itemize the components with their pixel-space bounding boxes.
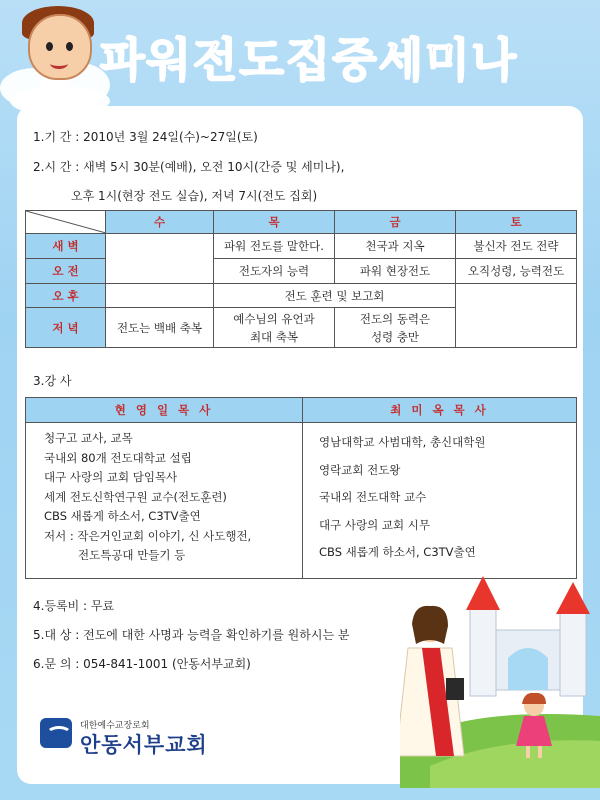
schedule-table <box>25 210 577 348</box>
day-thu: 목 <box>214 211 335 234</box>
schedule-row-dawn <box>26 234 577 259</box>
lecturer-item: 영남대학교 사범대학, 총신대학원 <box>319 435 486 449</box>
bible <box>446 678 464 700</box>
fri-evening-line1: 전도의 동력은 <box>359 311 431 326</box>
thu-fri-afternoon: 전도 훈련 및 보고회 <box>214 284 456 308</box>
fri-dawn: 천국과 지옥 <box>335 234 456 259</box>
church-denomination: 대한예수교장로회 <box>80 721 150 731</box>
lecturer-item: 청구고 교사, 교목 <box>44 431 133 445</box>
page-title <box>100 24 590 94</box>
castle-illustration <box>400 566 600 788</box>
title-char: 나 <box>471 33 518 87</box>
thu-evening-line1: 예수님의 유언과 <box>233 311 315 326</box>
schedule-row-afternoon <box>26 284 577 308</box>
lecturer-right-name: 최 미 옥 목 사 <box>303 398 577 423</box>
fri-morning: 파워 현장전도 <box>335 259 456 284</box>
lecturer-item: CBS 새롭게 하소서, C3TV출연 <box>319 545 476 559</box>
lecturer-item: CBS 새롭게 하소서, C3TV출연 <box>44 509 201 523</box>
title-char: 파 <box>100 33 147 87</box>
day-sat: 토 <box>456 211 577 234</box>
row-label-morning: 오 전 <box>26 259 106 284</box>
church-logo-icon <box>40 718 72 748</box>
day-wed: 수 <box>106 211 214 234</box>
lecturer-left-name: 현 영 일 목 사 <box>26 398 303 423</box>
lecturer-item: 국내외 전도대학 교수 <box>319 490 427 504</box>
fri-evening <box>335 308 456 348</box>
title-char: 집 <box>285 33 333 87</box>
lecturer-header-row <box>26 398 577 423</box>
girl-hair <box>522 693 546 704</box>
wed-evening: 전도는 백배 축복 <box>106 308 214 348</box>
diagonal-line <box>26 211 106 233</box>
thu-evening <box>214 308 335 348</box>
header <box>0 0 600 110</box>
lecturer-right-body <box>303 423 577 579</box>
lecturer-body-row <box>26 423 577 579</box>
title-char: 전 <box>192 33 240 87</box>
lecturer-table <box>25 397 577 579</box>
lecturers-heading: 3.강 사 <box>33 374 72 388</box>
thu-dawn: 파워 전도를 말한다. <box>214 234 335 259</box>
info-period: 1.기 간 : 2010년 3월 24일(수)~27일(토) <box>33 130 258 144</box>
jesus-hair <box>412 606 448 644</box>
girl-leg <box>526 746 530 758</box>
lecturer-item: 대구 사랑의 교회 담임목사 <box>44 470 178 484</box>
lecturer-item: 전도특공대 만들기 등 <box>78 548 186 562</box>
lecturer-item: 대구 사랑의 교회 시무 <box>319 517 430 532</box>
title-char: 워 <box>146 33 193 87</box>
wed-dawn-morning-empty <box>106 234 214 284</box>
church-name: 안동서부교회 <box>80 733 208 757</box>
fri-evening-line2: 성령 충만 <box>370 329 420 344</box>
lecturer-item: 국내외 80개 전도대학교 설립 <box>44 450 192 465</box>
castle-tower-right <box>560 610 586 696</box>
info-contact: 6.문 의 : 054-841-1001 (안동서부교회) <box>33 657 251 671</box>
castle-roof-right <box>556 582 590 614</box>
sat-afternoon-evening-empty <box>456 284 577 348</box>
row-label-evening: 저 녁 <box>26 308 106 348</box>
castle-roof-left <box>466 576 500 610</box>
lecturer-item: 세계 전도신학연구원 교수(전도훈련) <box>44 489 227 504</box>
lecturer-left-body <box>26 423 303 579</box>
castle-arch <box>508 648 548 690</box>
row-label-afternoon: 오 후 <box>26 284 106 308</box>
lecturer-right-list <box>319 429 576 567</box>
lecturer-item: 저서 : 작은거인교회 이야기, 신 사도행전, <box>44 528 252 543</box>
info-time-line2: 오후 1시(현장 전도 실습), 저녁 7시(전도 집회) <box>71 189 318 203</box>
lecturer-item: 영락교회 전도왕 <box>319 462 401 477</box>
lecturer-left-list <box>44 429 302 566</box>
eye <box>46 42 53 51</box>
corner-cell <box>26 211 106 234</box>
title-char: 미 <box>425 33 472 87</box>
girl-leg <box>538 746 542 758</box>
wed-afternoon <box>106 284 214 308</box>
mouth <box>50 58 68 69</box>
eye <box>66 42 73 51</box>
title-char: 중 <box>332 33 379 87</box>
thu-evening-line2: 최대 축복 <box>249 329 299 344</box>
schedule-header-row <box>26 211 577 234</box>
castle-tower-left <box>470 606 496 696</box>
info-time-line1: 2.시 간 : 새벽 5시 30분(예배), 오전 10시(간증 및 세미나), <box>33 160 345 174</box>
info-target: 5.대 상 : 전도에 대한 사명과 능력을 확인하기를 원하시는 분 <box>33 628 350 642</box>
title-char: 세 <box>378 33 426 87</box>
day-fri: 금 <box>335 211 456 234</box>
row-label-dawn: 새 벽 <box>26 234 106 259</box>
info-fee: 4.등록비 : 무료 <box>33 599 115 613</box>
boy-illustration <box>28 14 92 80</box>
title-char: 도 <box>239 33 286 87</box>
sat-morning: 오직성령, 능력전도 <box>456 259 577 284</box>
sat-dawn: 불신자 전도 전략 <box>456 234 577 259</box>
thu-morning: 전도자의 능력 <box>214 259 335 284</box>
